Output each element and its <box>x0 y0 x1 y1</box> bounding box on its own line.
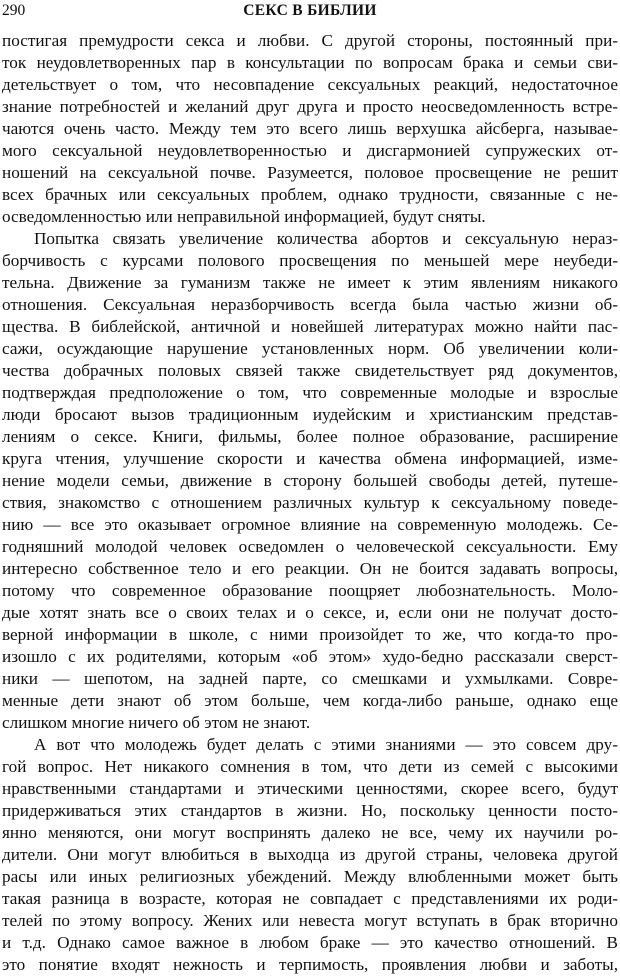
text-line: дые хотят знать все о своих телах и о сексе, и, если они не получат досто- <box>2 603 618 622</box>
text-line: верной информации в школе, с ними произойдет то же, что когда-то про- <box>2 625 618 644</box>
paragraph <box>2 734 618 976</box>
text-line: люди бросают вызов традиционным иудейским и христианским представ- <box>2 405 618 424</box>
text-line: и т.д. Однако самое важное в любом браке — это качество отношений. В <box>2 933 618 952</box>
paragraph <box>2 228 618 734</box>
text-line: придерживаться этих стандартов в жизни. Но, поскольку ценности посто- <box>2 801 618 820</box>
text-line: тельна. Движение за гуманизм также не имеет к этим явлениям никакого <box>2 273 618 292</box>
text-line: борчивость с курсами полового просвещения по меньшей мере неубеди- <box>2 251 618 270</box>
text-line: детельствует о том, что несовпадение сексуальных реакций, недостаточное <box>2 75 618 94</box>
text-line: дители. Они могут влюбиться в выходца из другой страны, человека другой <box>2 845 618 864</box>
text-line: ники — шепотом, на задней парте, со смешками и ухмылками. Совре- <box>2 669 618 688</box>
text-line: это понятие входят нежность и терпимость, проявления любви и заботы, <box>2 955 618 974</box>
text-line: щества. В библейской, античной и новейшей литературах можно найти пас- <box>2 317 618 336</box>
text-line: расы или иных религиозных убеждений. Между влюбленными может быть <box>2 867 618 886</box>
text-line: постигая премудрости секса и любви. С другой стороны, постоянный при- <box>2 31 618 50</box>
running-header <box>2 0 618 30</box>
text-line: чества добрачных половых связей также свидетельствует ряд документов, <box>2 361 618 380</box>
text-line: сажи, осуждающие нарушение установленных норм. Об увеличении коли- <box>2 339 618 358</box>
text-line: ток неудовлетворенных пар в консультации по вопросам брака и семьи сви- <box>2 53 618 72</box>
text-line: отношения. Сексуальная неразборчивость всегда была частью жизни об- <box>2 295 618 314</box>
text-line: мого сексуальной неудовлетворенностью и дисгармонией супружеских от- <box>2 141 618 160</box>
body-text <box>2 30 618 976</box>
text-line: Попытка связать увеличение количества абортов и сексуальную нераз- <box>34 229 618 248</box>
text-line: подтверждая предположение о том, что современные молодые и взрослые <box>2 383 618 402</box>
text-line: лениям о сексе. Книги, фильмы, более полное образование, расширение <box>2 427 618 446</box>
text-line: гой вопрос. Нет никакого сомнения в том, что дети из семей с высокими <box>2 757 618 776</box>
text-line: нравственными стандартами и этическими ценностями, скорее всего, будут <box>2 779 618 798</box>
text-line: всех брачных или сексуальных проблем, однако трудности, связанные с не- <box>2 185 618 204</box>
text-line: слишком многие ничего об этом не знают. <box>2 713 311 732</box>
text-line: янно меняются, они могут воспринять далеко не все, чему их научили ро- <box>2 823 618 842</box>
text-line: нию — все это оказывает огромное влияние на современную молодежь. Се- <box>2 515 618 534</box>
text-line: ствия, знакомство с отношением различных культур к сексуальному поведе- <box>2 493 618 512</box>
text-line: знание потребностей и желаний друг друга и просто неосведомленность встре- <box>2 97 618 116</box>
text-line: телей по этому вопросу. Жених или невеста могут вступать в брак вторично <box>2 911 618 930</box>
text-line: нение модели семьи, движение в сторону большей свободы детей, путеше- <box>2 471 618 490</box>
text-line: чаются очень часто. Между тем это всего лишь верхушка айсберга, называе- <box>2 119 618 138</box>
text-line: круга чтения, улучшение скорости и качества обмена информацией, изме- <box>2 449 618 468</box>
text-line: ношений на сексуальной почве. Разумеется, половое просвещение не решит <box>2 163 618 182</box>
text-line: осведомленностью или неправильной информацией, будут сняты. <box>2 207 486 226</box>
text-line: А вот что молодежь будет делать с этими знаниями — это совсем дру- <box>34 735 618 754</box>
text-line: годняшний молодой человек осведомлен о человеческой сексуальности. Ему <box>2 537 618 556</box>
book-page <box>2 0 618 974</box>
running-title: СЕКС В БИБЛИИ <box>243 2 377 19</box>
paragraph <box>2 30 618 228</box>
page-number: 290 <box>2 2 26 19</box>
text-line: изошло с их родителями, которым «об этом» худо-бедно рассказали сверст- <box>2 647 618 666</box>
text-line: интересно собственное тело и его реакции. Он не боится задавать вопросы, <box>2 559 618 578</box>
text-line: потому что современное образование поощряет любознательность. Моло- <box>2 581 618 600</box>
text-line: менные дети знают об этом больше, чем когда-либо раньше, однако еще <box>2 691 618 710</box>
text-line: такая разница в возрасте, которая не совпадает с представлениями их роди- <box>2 889 618 908</box>
